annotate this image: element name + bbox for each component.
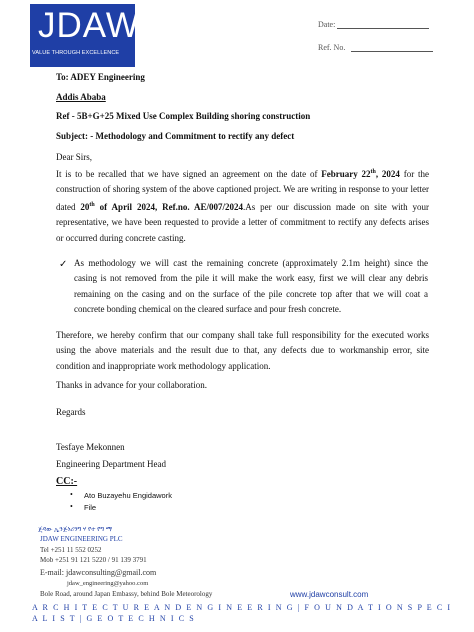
cc-item: Ato Buzayehu Engidawork <box>84 491 172 500</box>
footer-mob: Mob +251 91 121 5220 / 91 139 3791 <box>40 556 147 564</box>
methodology-bullet: As methodology we will cast the remaining concrete (approximately 2.1m height) since the casing is not removed from the pile it will make the work easy, first we will clear any debris remaining on the casing and on the surface of the pile concrete top after that we will coat a concrete bonding chemical on the cleared surface and pour fresh concrete. <box>74 258 428 315</box>
footer-tel: Tel +251 11 552 0252 <box>40 546 102 554</box>
date-label: Date: <box>318 20 336 29</box>
agreement-year: , 2024 <box>375 169 400 179</box>
date-line <box>337 28 429 29</box>
signatory-name: Tesfaye Mekonnen <box>56 442 125 452</box>
company-logo <box>30 4 140 67</box>
salutation: Dear Sirs, <box>56 152 92 162</box>
body-paragraph-2: Therefore, we hereby confirm that our company shall take full responsibility for the executed works using the above materials and the result due to that, any defects due to workmanship error, site condition and inappropriate work methodology application. <box>56 330 429 371</box>
bullet-dot-icon: • <box>70 502 73 511</box>
recipient-line: To: ADEY Engineering <box>56 72 145 82</box>
footer-email[interactable]: jdawconsulting@gmail.com <box>66 568 157 577</box>
subject-line: Subject: - Methodology and Commitment to rectify any defect <box>56 131 295 141</box>
cc-label: CC:- <box>56 476 78 487</box>
reference-line: Ref - 5B+G+25 Mixed Use Complex Building shoring construction <box>56 111 311 121</box>
ref-no-label: Ref. No. <box>318 43 346 52</box>
checkmark-icon: ✓ <box>59 259 68 270</box>
date-field <box>318 20 429 29</box>
signatory-title: Engineering Department Head <box>56 459 166 469</box>
letter-reference: of April 2024, Ref.no. AE/007/2024 <box>94 201 244 212</box>
agreement-date-suffix: th <box>370 169 376 175</box>
body-paragraph-1 <box>56 165 429 246</box>
agreement-date: February 22 <box>321 169 371 179</box>
logo-word: JDAW <box>38 6 140 45</box>
para1-text-b: for the construction of shoring system of the above captioned project. We are writing in response to your letter dated <box>56 169 430 212</box>
para1-text-c: .As per our discussion made on site with your representative, we have been requested to provide a letter of commitment to rectify any defects arises or occurred during concrete casting. <box>56 201 429 243</box>
letter-date-suffix: th <box>89 201 95 208</box>
regards-line: Regards <box>56 407 86 417</box>
letter-date-day: 20 <box>80 201 90 212</box>
footer-services-band: A R C H I T E C T U R E A N D E N G I N E E R I N G | F O U N D A T I O N S P E C I A L I S T | G E O T E C H N I C S <box>32 603 452 623</box>
ref-no-line <box>351 51 433 52</box>
logo-tagline: VALUE THROUGH EXCELLENCE <box>32 50 120 56</box>
thanks-line: Thanks in advance for your collaboration. <box>56 380 207 390</box>
ref-no-field <box>318 43 433 52</box>
para1-text-a: It is to be recalled that we have signed an agreement on the date of <box>56 169 322 179</box>
footer-company-name: JDAW ENGINEERING PLC <box>40 535 123 543</box>
footer-email-secondary[interactable]: jdaw_engineering@yahoo.com <box>67 580 149 587</box>
footer-email-label: E-mail: <box>40 568 66 577</box>
footer-email-row <box>40 568 156 577</box>
cc-item: File <box>84 503 97 512</box>
recipient-city: Addis Ababa <box>56 92 106 102</box>
bullet-dot-icon: • <box>70 490 73 499</box>
footer-website-link[interactable]: www.jdawconsult.com <box>290 590 369 599</box>
footer-address: Bole Road, around Japan Embassy, behind Bole Meteorology <box>40 590 213 598</box>
footer-amharic-name: ጄዳው ኢንጅነሪንግ ሃ የተ የግ ማ <box>38 526 112 533</box>
